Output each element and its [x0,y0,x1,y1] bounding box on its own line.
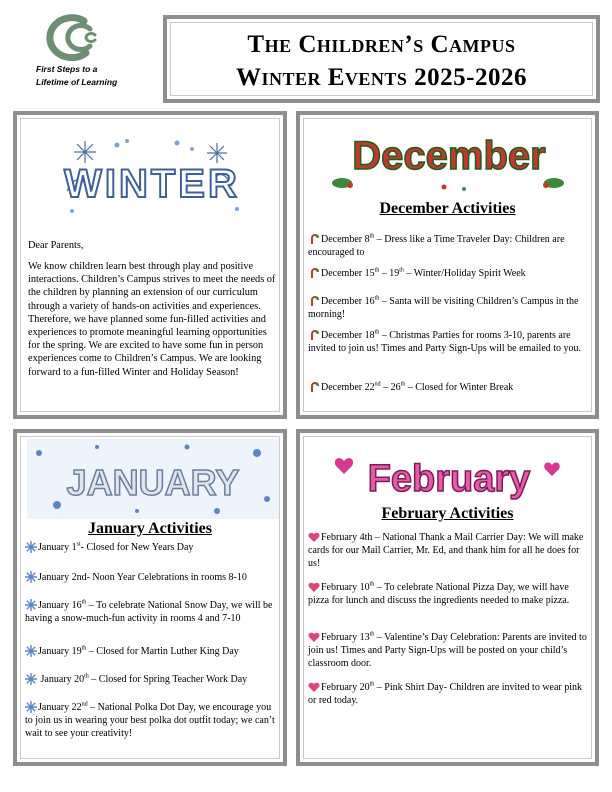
december-item-sup2: th [400,381,406,388]
february-item-pre: February 4th – National Thank a Mail Carrier Day: We will make cards for our Mail Carrier, Mr. Ed, and thank him for all he does for us! [308,532,584,569]
december-activity-item [308,381,590,394]
january-activity-item [25,541,279,554]
january-item-sup: nd [81,701,88,708]
january-item-post: – Closed for Spring Teacher Work Day [88,674,248,685]
february-item-pre: February 20 [321,682,370,693]
snowflake-icon [25,673,37,685]
january-item-pre: January 16 [38,600,82,611]
february-activity-item [308,581,590,607]
january-item-pre: January 19 [38,646,82,657]
heart-icon [308,681,320,693]
december-item-mid: – 19 [379,268,400,279]
december-item-post: – Christmas Parties for rooms 3-10, parents are invited to join us! Times and Party Sign-Ups will be emailed to you. [308,330,582,354]
december-item-sup: th [369,233,375,240]
february-panel [296,429,599,766]
candy-cane-icon [308,267,320,279]
december-item-pre: December 15 [321,268,375,279]
january-activity-item [25,645,279,658]
december-activity-item [308,233,590,259]
january-item-post: - Closed for New Years Day [80,542,194,553]
december-item-post: – Closed for Winter Break [405,382,514,393]
february-item-sup: th [369,681,375,688]
logo [40,13,102,61]
december-activity-item [308,295,590,321]
january-item-post: – To celebrate National Snow Day, we will be having a snow-much-fun activity in rooms 4 and 7-10 [25,600,273,624]
december-banner-text: December [352,134,546,178]
february-item-post: – Pink Shirt Day- Children are invited to wear pink or red today. [308,682,583,706]
february-activity-item [308,681,590,707]
snowflake-icon [25,701,37,713]
january-item-pre: January 1 [38,542,77,553]
january-banner [27,439,279,519]
december-item-pre: December 18 [321,330,375,341]
february-activity-item [308,531,590,570]
january-banner-text: JANUARY [66,462,240,503]
january-activity-item [25,599,279,625]
december-item-post: – Winter/Holiday Spirit Week [403,268,526,279]
december-item-sup2: th [399,267,404,274]
winter-greeting: Dear Parents, [28,240,84,251]
december-item-pre: December 8 [321,234,370,245]
december-item-sup: nd [374,381,381,388]
candy-cane-icon [308,329,320,341]
january-item-sup: th [84,673,89,680]
page-title-line-1: The Children’s Campus [247,31,516,58]
winter-banner [57,131,247,221]
winter-banner-text: WINTER [64,162,240,206]
february-item-sup: th [369,631,375,638]
heart-icon [308,631,320,643]
winter-intro-paragraph: We know children learn best through play and positive interactions. Children’s Campus strives to meet the needs of the children by planning an extension of our curriculum through a variety of hands-on activities and experiences. Therefore, we have planned some fun-filled activities and experiences to promote meaningful learning opportunities for the spring. We are excited to have some fun in person experiences come to Children’s Campus. We are looking forward to a fun-filled Winter and Holiday Season! [28,261,276,378]
heart-icon [308,531,320,543]
logo-tagline-line-1: First Steps to a [36,64,98,74]
december-banner [314,123,584,198]
december-item-mid: – 26 [380,382,401,393]
holly-decor-icon [332,178,564,191]
february-item-post: – Valentine’s Day Celebration: Parents are invited to join us! Times and Party Sign-Ups will be posted on your child’s classroom door. [308,632,587,669]
february-activity-item [308,631,590,670]
february-item-post: – To celebrate National Pizza Day, we will have pizza for lunch and discuss the ingredients needed to make pizza. [308,582,570,606]
february-heading: February Activities [381,505,514,522]
january-item-pre: January 22 [38,702,82,713]
snowflake-icon [25,571,37,583]
december-activity-item [308,267,590,280]
snowflake-icon [25,599,37,611]
january-item-sup: th [81,645,87,652]
january-activity-item [25,701,279,740]
logo-swirl-icon [40,13,102,61]
december-item-sup: th [374,295,380,302]
page-title-line-2: Winter Events 2025-2026 [235,64,528,91]
logo-tagline [36,63,117,89]
snowflake-icon [25,541,37,553]
candy-cane-icon [308,381,320,393]
december-item-pre: December 22 [321,382,375,393]
title-box [163,15,600,103]
january-item-sup: st [76,541,81,548]
candy-cane-icon [308,295,320,307]
december-item-post: – Santa will be visiting Children’s Campus in the morning! [308,296,579,320]
heart-icon [308,581,320,593]
december-item-post: – Dress like a Time Traveler Day: Children are encouraged to [308,234,565,258]
january-item-post: – National Polka Dot Day, we encourage you to join us in wearing your best polka dot outfit today; we can’t wait to see your creativity! [25,702,275,739]
candy-cane-icon [308,233,320,245]
january-item-sup: th [81,599,87,606]
february-banner-text: February [367,458,531,500]
january-item-pre: January 2nd- Noon Year Celebrations in rooms 8-10 [38,572,247,583]
january-activity-item [25,673,279,686]
february-item-sup: th [369,581,375,588]
december-item-sup: th [374,267,380,274]
snowflake-icon [25,645,37,657]
february-item-pre: February 13 [321,632,370,643]
december-heading: December Activities [379,200,516,217]
january-heading: January Activities [88,520,212,537]
december-activity-item [308,329,590,355]
december-panel [296,111,599,419]
december-item-sup: th [374,329,380,336]
february-banner [324,441,574,511]
january-item-post: – Closed for Martin Luther King Day [86,646,239,657]
january-panel [13,429,287,766]
december-item-pre: December 16 [321,296,375,307]
january-activity-item [25,571,279,584]
logo-tagline-line-2: Lifetime of Learning [36,77,118,87]
february-item-pre: February 10 [321,582,370,593]
winter-panel [13,111,287,419]
january-item-pre: January 20 [38,674,85,685]
